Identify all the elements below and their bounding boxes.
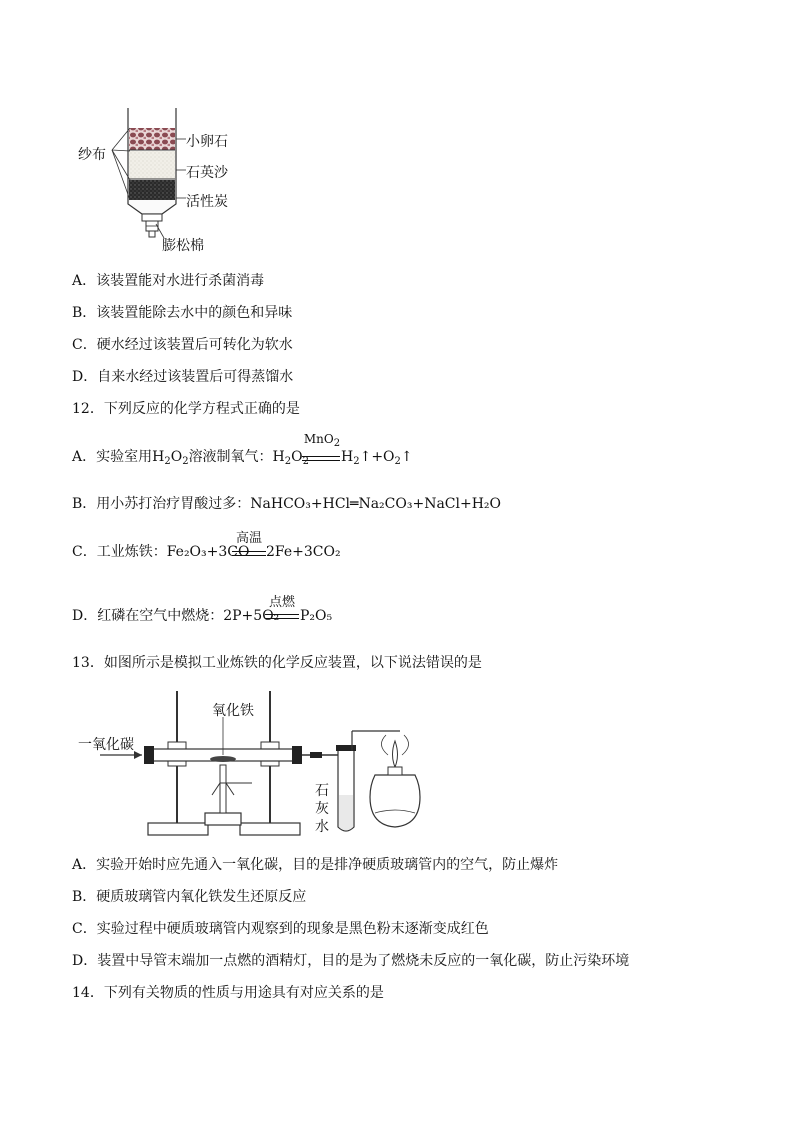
q12-option-d-condition: 点燃 — [268, 595, 295, 610]
label-quartz-sand: 石英沙 — [186, 165, 228, 181]
q13-option-a: A．实验开始时应先通入一氧化碳，目的是排净硬质玻璃管内的空气，防止爆炸 — [72, 857, 559, 873]
q12-option-d-left: D．红磷在空气中燃烧：2P+5O₂ — [72, 608, 280, 624]
q12-option-a-right: $H_2↑+O_2↑$ — [341, 449, 413, 467]
q13-stem: 13．如图所示是模拟工业炼铁的化学反应装置，以下说法错误的是 — [72, 655, 482, 671]
q13-option-d: D．装置中导管末端加一点燃的酒精灯，目的是为了燃烧未反应的一氧化碳，防止污染环境 — [72, 953, 630, 969]
q12-option-c-right: 2Fe+3CO₂ — [266, 544, 341, 560]
q12-option-a-left: A．实验室用$H_2O_2$溶液制氧气：$H_2O_2$ — [72, 449, 310, 467]
label-cotton: 膨松棉 — [162, 238, 204, 254]
q14-stem: 14．下列有关物质的性质与用途具有对应关系的是 — [72, 985, 384, 1001]
q12-option-d-equals — [265, 614, 299, 619]
label-gauze: 纱布 — [78, 147, 106, 163]
label-carbon-monoxide: 一氧化碳 — [78, 737, 134, 753]
label-limewater-1: 石 — [315, 783, 329, 799]
q12-option-a-equals — [302, 456, 340, 461]
q11-option-c: C．硬水经过该装置后可转化为软水 — [72, 337, 293, 353]
q12-option-d-right: P₂O₅ — [300, 608, 333, 624]
q12-option-c-left: C．工业炼铁：Fe₂O₃+3CO — [72, 544, 250, 560]
q12-option-c-equals — [232, 551, 266, 556]
q12-option-b: B．用小苏打治疗胃酸过多：NaHCO₃+HCl═Na₂CO₃+NaCl+H₂O — [72, 496, 502, 512]
label-iron-oxide: 氧化铁 — [212, 703, 254, 719]
q11-option-d: D．自来水经过该装置后可得蒸馏水 — [72, 369, 294, 385]
label-pebbles: 小卵石 — [186, 134, 228, 150]
q12-stem: 12．下列反应的化学方程式正确的是 — [72, 401, 300, 417]
label-activated-carbon: 活性炭 — [186, 194, 228, 210]
label-limewater-2: 灰 — [315, 801, 329, 817]
label-limewater-3: 水 — [315, 819, 329, 835]
q11-option-a: A．该装置能对水进行杀菌消毒 — [72, 273, 265, 289]
q13-option-b: B．硬质玻璃管内氧化铁发生还原反应 — [72, 889, 307, 905]
q13-option-c: C．实验过程中硬质玻璃管内观察到的现象是黑色粉末逐渐变成红色 — [72, 921, 489, 937]
q12-option-c-condition: 高温 — [235, 531, 262, 546]
q12-option-a-condition: MnO$_2$ — [303, 432, 341, 449]
q11-option-b: B．该装置能除去水中的颜色和异味 — [72, 305, 293, 321]
